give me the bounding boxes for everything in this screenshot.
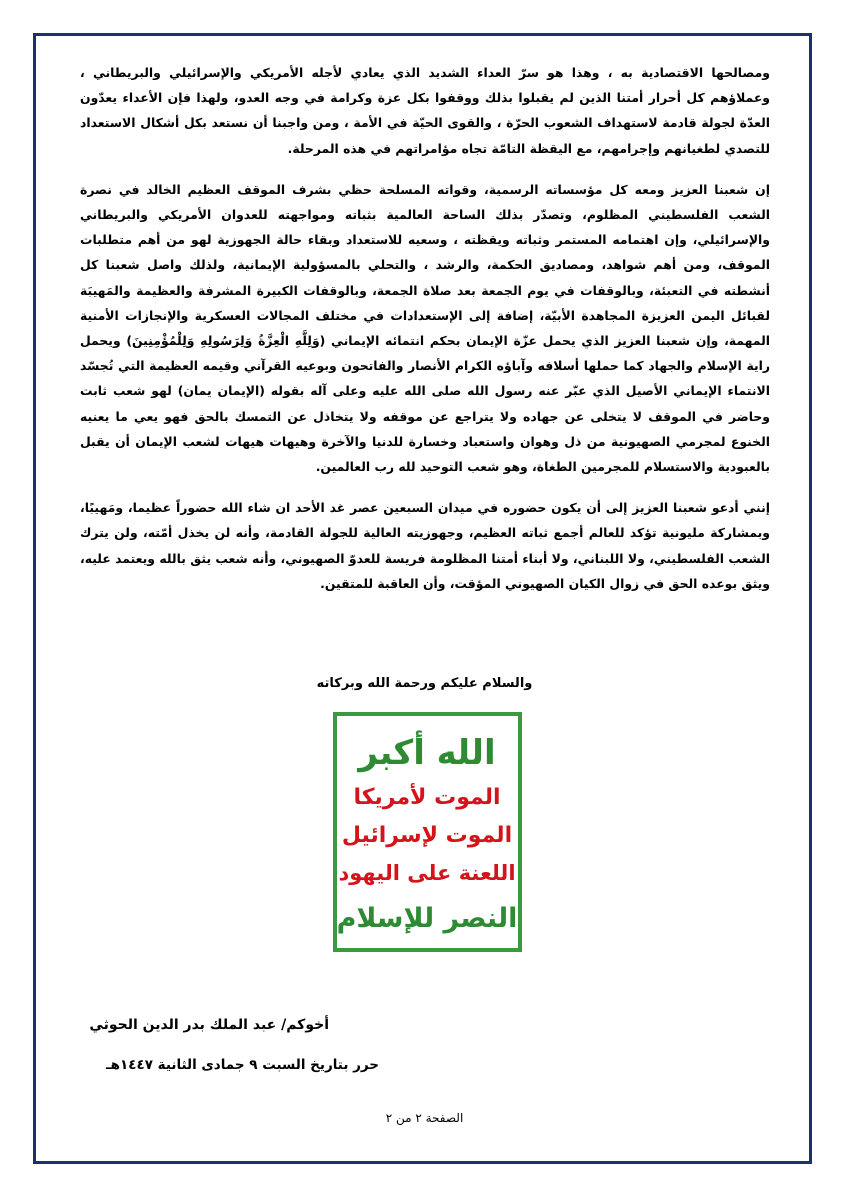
closing-salutation: والسلام عليكم ورحمة الله وبركاته [316,676,533,691]
page-number: الصفحة ٢ من ٢ [385,1111,464,1125]
paragraph-3: إنني أدعو شعبنا العزيز إلى أن يكون حضوره في ميدان السبعين عصر غد الأحد ان شاء الله حضوراً عظيما، ومَهيبًا، وبمشاركة مليونية تؤكد للعالم أجمع ثباته العظيم، وجهوزيته العالية للجولة القادمة، وأنه لن يخذل أمّته، ولن يترك الشعب الفلسطيني، ولا اللبناني، ولا أبناء أمتنا المظلومة فريسة للعدوّ الصهيوني، وأنه شعب يثق بالله ويعتمد عليه، ويثق بوعده الحق في زوال الكيان الصهيوني المؤقت، وأن العاقبة للمتقين. [80,500,770,591]
paragraph-2: إن شعبنا العزيز ومعه كل مؤسساته الرسمية، وقواته المسلحة حظي بشرف الموقف العظيم الخالد في نصرة الشعب الفلسطيني المظلوم، وتصدّر بذلك الساحة العالمية بثباته ومواجهته للعدوان الأمريكي والبريطاني والإسرائيلي، وإن اهتمامه المستمر وثباته ويقظته ، وسعيه للاستعداد وبقاء حالة الجهوزية لهو من أهم متطلبات الموقف، ومن أهم شواهد، ومصاديق الحكمة، والرشد ، والتحلي بالمسؤولية الإيمانية، ولذلك واصل شعبنا كل أنشطته في التعبئة، وبالوقفات في يوم الجمعة بعد صلاة الجمعة، وبالوقفات الكبيرة المشرفة والعظيمة والمَهيبَة لقبائل اليمن العزيزة المجاهدة الأبيّة، إضافة إلى الإستعدادات في مختلف المجالات العسكرية والإنجازات الأمنية المهمة، وإن شعبنا العزيز الذي يحمل عزّة الإيمان بحكم انتمائه الإيماني (وَلِلَّهِ الْعِزَّةُ وَلِرَسُولِهِ وَلِلْمُؤْمِنِينَ) ويحمل راية الإسلام والجهاد كما حملها أسلافه وآباؤه الكرام الأنصار والفاتحون وبوعيه القرآني وقيمه العظيمة التي تُجسّد الانتماء الإيماني الأصيل الذي عبّر عنه رسول الله صلى الله عليه وعلى آله بقوله (الإيمان يمان) لهو شعب ثابت وحاضر في الموقف لا يتخلى عن جهاده ولا يتراجع عن موقفه ولا يتخاذل عن التمسك بالحق فهو يعي ما يعنيه الخنوع لمجرمي الصهيونية من ذل وهوان واستعباد وخسارة للدنيا والآخرة وهيهات هيهات لشعب الإيمان أن يقبل بالعبودية والاستسلام للمجرمين الطغاة، وهو شعب التوحيد لله رب العالمين. [80,181,770,475]
emblem-line-4: اللعنة على اليهود [338,861,516,885]
slogan-emblem [333,712,522,952]
emblem-line-5: النصر للإسلام [336,903,518,934]
emblem-line-1: الله أكبر [358,733,496,773]
paragraph-1: ومصالحها الاقتصادية به ، وهذا هو سرّ العداء الشديد الذي يعادي لأجله الأمريكي والإسرائيلي والبريطاني ، وعملاؤهم كل أحرار أمتنا الذين لم يقبلوا بذلك ووقفوا بكل عزة وكرامة في وجه العدو، ولهذا فإن الأعداء يعدّون العدّة لجولة قادمة لاستهداف الشعوب الحرّة ، والقوى الحيّة في الأمة ، ومن واجبنا أن نستعد بكل أشكال الاستعداد للتصدي لطغيانهم وإجرامهم، مع اليقظة التامّة تجاه مؤامراتهم في هذه المرحلة. [80,65,770,156]
emblem-line-2: الموت لأمريكا [353,785,501,810]
signature-line: أخوكم/ عبد الملك بدر الدين الحوثي [89,1017,329,1033]
date-line: حرر بتاريخ السبت ٩ جمادى الثانية ١٤٤٧هـ [106,1057,379,1073]
emblem-graphic [333,712,522,952]
letter-body [80,60,770,612]
emblem-line-3: الموت لإسرائيل [341,823,513,848]
